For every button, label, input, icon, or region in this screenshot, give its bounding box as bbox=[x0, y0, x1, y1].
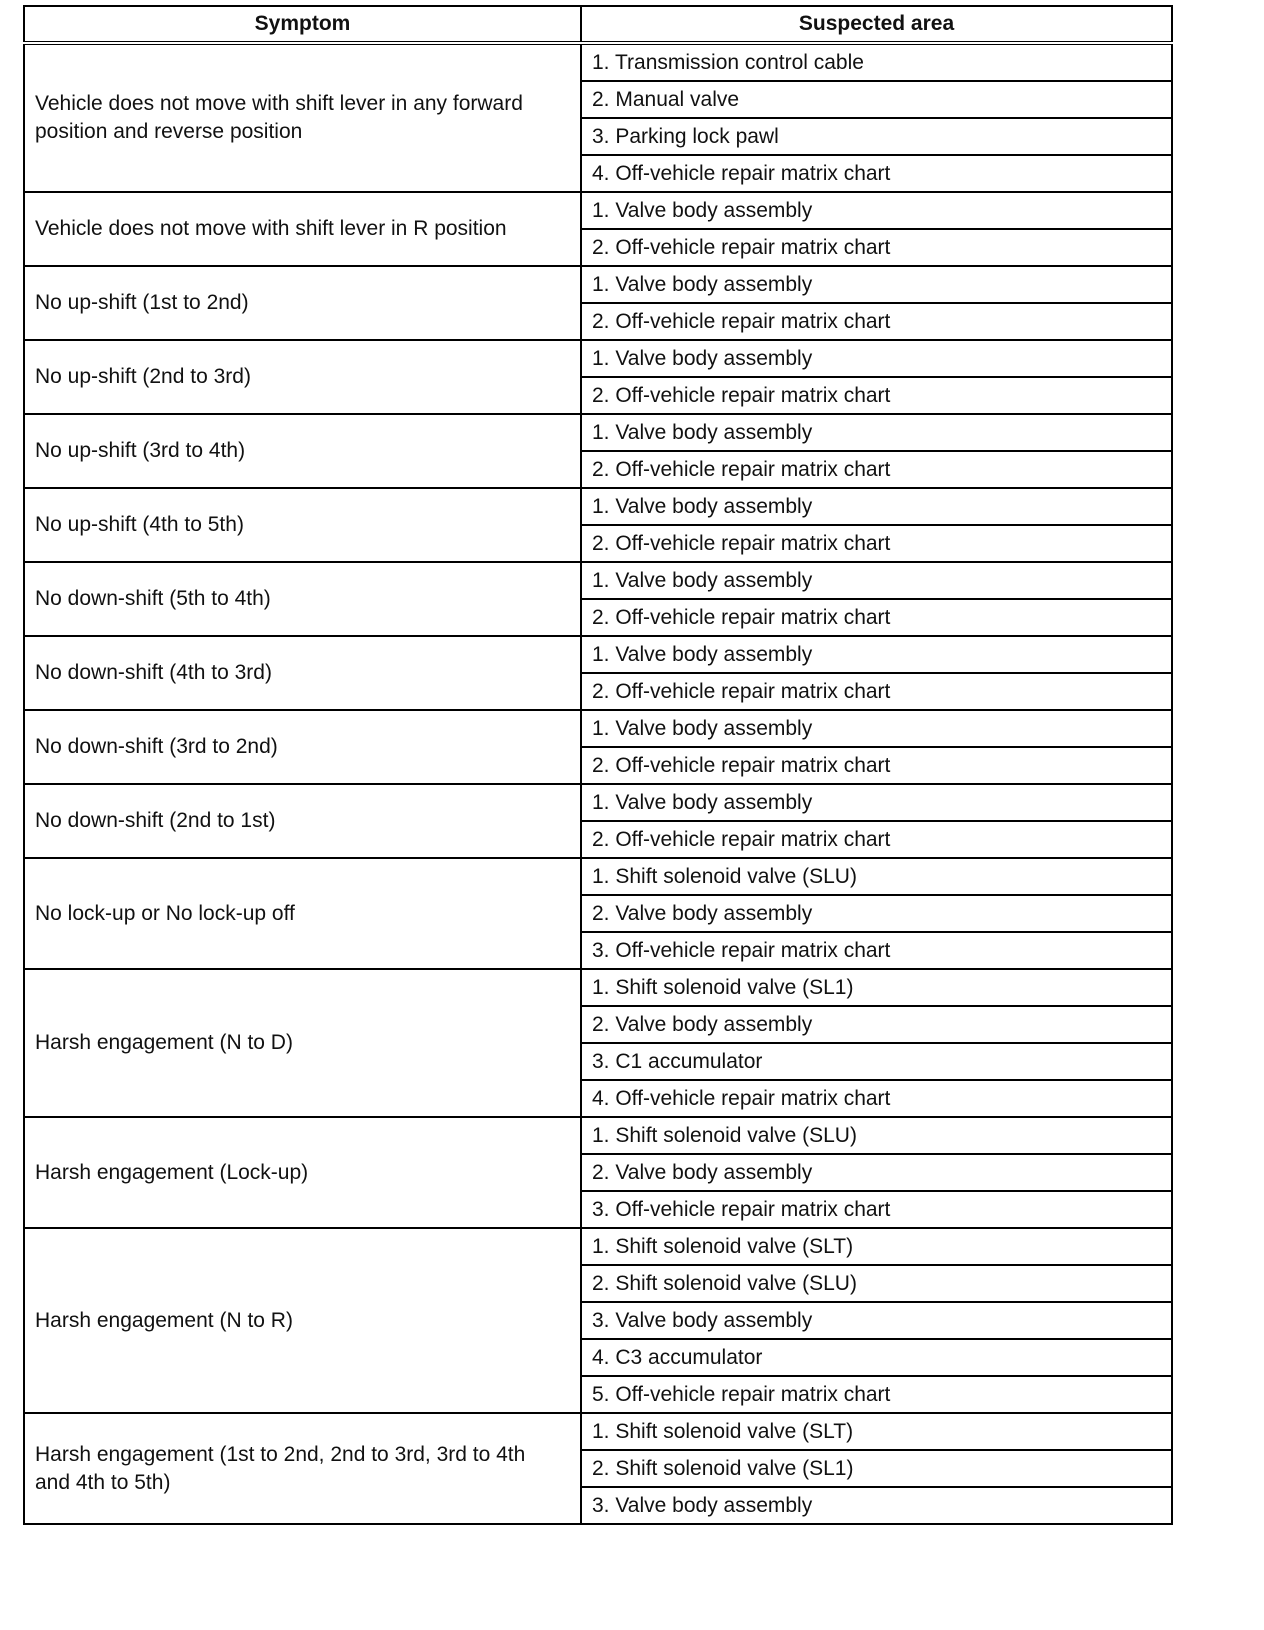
suspected-area-cell: 1. Valve body assembly bbox=[581, 710, 1172, 747]
suspected-area-column-header: Suspected area bbox=[581, 6, 1172, 43]
suspected-area-cell: 2. Shift solenoid valve (SLU) bbox=[581, 1265, 1172, 1302]
suspected-area-cell: 2. Off-vehicle repair matrix chart bbox=[581, 229, 1172, 266]
suspected-area-cell: 1. Shift solenoid valve (SL1) bbox=[581, 969, 1172, 1006]
symptom-cell: Harsh engagement (N to D) bbox=[24, 969, 581, 1117]
symptom-cell: No down-shift (4th to 3rd) bbox=[24, 636, 581, 710]
suspected-area-cell: 2. Shift solenoid valve (SL1) bbox=[581, 1450, 1172, 1487]
table-row bbox=[24, 1413, 1172, 1450]
table-header bbox=[24, 6, 1172, 43]
symptom-cell: Harsh engagement (Lock-up) bbox=[24, 1117, 581, 1228]
suspected-area-cell: 3. C1 accumulator bbox=[581, 1043, 1172, 1080]
suspected-area-cell: 2. Valve body assembly bbox=[581, 895, 1172, 932]
suspected-area-cell: 1. Valve body assembly bbox=[581, 488, 1172, 525]
header-row bbox=[24, 6, 1172, 43]
symptom-cell: Vehicle does not move with shift lever in any forward position and reverse position bbox=[24, 43, 581, 192]
suspected-area-cell: 3. Valve body assembly bbox=[581, 1302, 1172, 1339]
suspected-area-cell: 1. Shift solenoid valve (SLT) bbox=[581, 1413, 1172, 1450]
suspected-area-cell: 1. Transmission control cable bbox=[581, 43, 1172, 81]
symptom-cell: Vehicle does not move with shift lever in R position bbox=[24, 192, 581, 266]
suspected-area-cell: 4. Off-vehicle repair matrix chart bbox=[581, 1080, 1172, 1117]
suspected-area-cell: 2. Off-vehicle repair matrix chart bbox=[581, 599, 1172, 636]
suspected-area-cell: 1. Valve body assembly bbox=[581, 192, 1172, 229]
suspected-area-cell: 1. Valve body assembly bbox=[581, 562, 1172, 599]
table-row bbox=[24, 340, 1172, 377]
suspected-area-cell: 1. Valve body assembly bbox=[581, 414, 1172, 451]
symptom-cell: No up-shift (4th to 5th) bbox=[24, 488, 581, 562]
suspected-area-cell: 2. Off-vehicle repair matrix chart bbox=[581, 525, 1172, 562]
suspected-area-cell: 1. Valve body assembly bbox=[581, 636, 1172, 673]
symptom-cell: No up-shift (1st to 2nd) bbox=[24, 266, 581, 340]
table-row bbox=[24, 636, 1172, 673]
table-row bbox=[24, 562, 1172, 599]
table-row bbox=[24, 784, 1172, 821]
table-row bbox=[24, 266, 1172, 303]
table-row bbox=[24, 710, 1172, 747]
suspected-area-cell: 1. Valve body assembly bbox=[581, 266, 1172, 303]
symptom-cell: No down-shift (2nd to 1st) bbox=[24, 784, 581, 858]
suspected-area-cell: 3. Valve body assembly bbox=[581, 1487, 1172, 1524]
troubleshooting-table-container bbox=[23, 5, 1171, 1525]
symptom-cell: Harsh engagement (1st to 2nd, 2nd to 3rd, 3rd to 4th and 4th to 5th) bbox=[24, 1413, 581, 1524]
table-row bbox=[24, 1228, 1172, 1265]
suspected-area-cell: 2. Manual valve bbox=[581, 81, 1172, 118]
suspected-area-cell: 3. Off-vehicle repair matrix chart bbox=[581, 1191, 1172, 1228]
table-row bbox=[24, 192, 1172, 229]
symptom-cell: No down-shift (3rd to 2nd) bbox=[24, 710, 581, 784]
suspected-area-cell: 3. Parking lock pawl bbox=[581, 118, 1172, 155]
suspected-area-cell: 1. Valve body assembly bbox=[581, 784, 1172, 821]
symptom-cell: No down-shift (5th to 4th) bbox=[24, 562, 581, 636]
table-row bbox=[24, 488, 1172, 525]
suspected-area-cell: 2. Off-vehicle repair matrix chart bbox=[581, 673, 1172, 710]
symptom-cell: No lock-up or No lock-up off bbox=[24, 858, 581, 969]
suspected-area-cell: 2. Off-vehicle repair matrix chart bbox=[581, 377, 1172, 414]
suspected-area-cell: 4. C3 accumulator bbox=[581, 1339, 1172, 1376]
table-row bbox=[24, 858, 1172, 895]
suspected-area-cell: 2. Valve body assembly bbox=[581, 1006, 1172, 1043]
table-row bbox=[24, 414, 1172, 451]
suspected-area-cell: 4. Off-vehicle repair matrix chart bbox=[581, 155, 1172, 192]
table-row bbox=[24, 969, 1172, 1006]
suspected-area-cell: 3. Off-vehicle repair matrix chart bbox=[581, 932, 1172, 969]
troubleshooting-table bbox=[23, 5, 1173, 1525]
symptom-cell: Harsh engagement (N to R) bbox=[24, 1228, 581, 1413]
symptom-column-header: Symptom bbox=[24, 6, 581, 43]
suspected-area-cell: 1. Shift solenoid valve (SLU) bbox=[581, 858, 1172, 895]
suspected-area-cell: 5. Off-vehicle repair matrix chart bbox=[581, 1376, 1172, 1413]
suspected-area-cell: 2. Off-vehicle repair matrix chart bbox=[581, 303, 1172, 340]
suspected-area-cell: 2. Valve body assembly bbox=[581, 1154, 1172, 1191]
suspected-area-cell: 2. Off-vehicle repair matrix chart bbox=[581, 821, 1172, 858]
suspected-area-cell: 2. Off-vehicle repair matrix chart bbox=[581, 451, 1172, 488]
symptom-cell: No up-shift (3rd to 4th) bbox=[24, 414, 581, 488]
table-body bbox=[24, 43, 1172, 1524]
suspected-area-cell: 1. Shift solenoid valve (SLT) bbox=[581, 1228, 1172, 1265]
table-row bbox=[24, 43, 1172, 81]
symptom-cell: No up-shift (2nd to 3rd) bbox=[24, 340, 581, 414]
suspected-area-cell: 2. Off-vehicle repair matrix chart bbox=[581, 747, 1172, 784]
suspected-area-cell: 1. Valve body assembly bbox=[581, 340, 1172, 377]
table-row bbox=[24, 1117, 1172, 1154]
suspected-area-cell: 1. Shift solenoid valve (SLU) bbox=[581, 1117, 1172, 1154]
